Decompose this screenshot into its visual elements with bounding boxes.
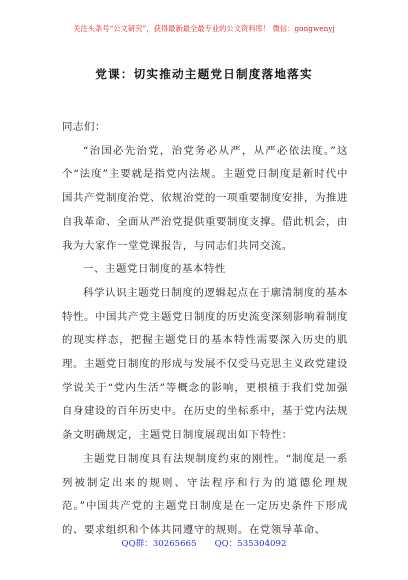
section-heading: 一、主题党日制度的基本特性 <box>83 263 226 276</box>
footer-contact <box>0 537 408 549</box>
footer-qq-number: QQ：535304092 <box>214 539 287 549</box>
section-paragraph: 科学认识主题党日制度的逻辑起点在于廓清制度的基本特性。中国共产党主题党日制度的历史流变深刻影响着制度的现实样态，把握主题党日的基本特性需要深入历史的肌理。主题党日制度的形成与发展不仅受马克思主义政党建设学说关于“党内生活”等概念的影响，更根植于我们党加强自身建设的百年历史中。在历史的坐标系中，基于党内法规条文明确规定，主题党日制度展现出如下特性： <box>62 286 348 442</box>
footer-qq-group: QQ群：30265665 <box>121 539 197 549</box>
document-title: 党课：切实推动主题党日制度落地落实 <box>95 67 313 81</box>
document-body <box>62 116 348 543</box>
salutation: 同志们： <box>62 121 106 133</box>
intro-paragraph: “治国必先治党，治党务必从严，从严必依法度。”这个“法度”主要就是指党内法规。主题党日制度是新时代中国共产党制度治党、依规治党的一项重要制度安排，为推进自我革命、全面从严治党提供重要制度支撑。借此机会，由我为大家作一堂党课报告，与同志们共同交流。 <box>62 144 348 252</box>
header-banner: 关注头条号“公文研究”，获得最新最全最专业的公文资料库！ 微信：gongwenyj <box>73 24 335 33</box>
section-paragraph: 主题党日制度具有法规制度约束的刚性。“制度是一系列被制定出来的规则、守法程序和行为的道德伦理规范。”中国共产党的主题党日制度是在一定历史条件下形成的、要求组织和个体共同遵守的规则。在党领导革命、 <box>62 452 348 536</box>
